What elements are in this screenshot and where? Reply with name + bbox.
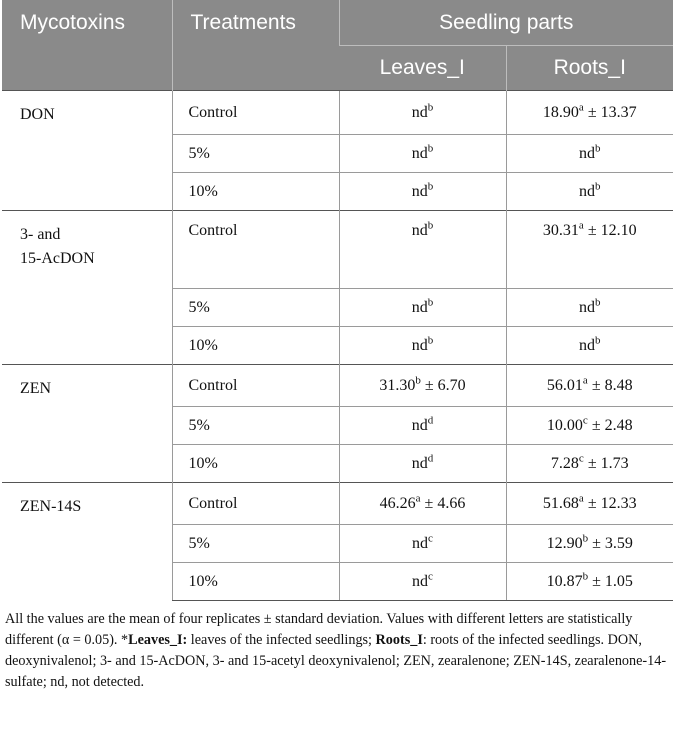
- mycotoxin-cell: [2, 211, 172, 365]
- table-row: [2, 91, 673, 135]
- treatment-cell: 5%: [172, 135, 339, 173]
- mycotoxin-cell: [2, 91, 172, 211]
- treatment-cell: 10%: [172, 563, 339, 601]
- treatment-cell: 10%: [172, 445, 339, 483]
- table-header: [2, 0, 673, 91]
- mycotoxin-cell: [2, 483, 172, 601]
- treatment-cell: 5%: [172, 525, 339, 563]
- treatment-cell: 10%: [172, 327, 339, 365]
- leaves-value: $nd^b$: [339, 327, 506, 365]
- leaves-value: $nd^b$: [339, 173, 506, 211]
- roots-value: 7.28$^c$ ± 1.73: [506, 445, 673, 483]
- table-row: [2, 483, 673, 525]
- header-leaves: Leaves_I: [339, 46, 506, 91]
- leaves-value: $nd^d$: [339, 445, 506, 483]
- table-footnote: All the values are the mean of four replicates ± standard deviation. Values with different letters are statistically different (α = 0.05). *Leaves_I: leaves of the infected seedlings; Roots_I: roots of the infected seedlings. DON, deoxynivalenol; 3- and 15-AcDON, 3- and 15-acetyl deoxynivalenol; ZEN, zearalenone; ZEN-14S, zearalenone-14-sulfate; nd, not detected.: [5, 611, 667, 690]
- roots-value: 10.87$^b$ ± 1.05: [506, 563, 673, 601]
- mycotoxin-cell: [2, 365, 172, 483]
- roots-value: $nd^b$: [506, 327, 673, 365]
- table-row: [2, 211, 673, 289]
- roots-value: 30.31$^a$ ± 12.10: [506, 211, 673, 289]
- roots-value: 12.90$^b$ ± 3.59: [506, 525, 673, 563]
- treatment-cell: 5%: [172, 407, 339, 445]
- leaves-value: 31.30$^b$ ± 6.70: [339, 365, 506, 407]
- leaves-value: $nd^d$: [339, 407, 506, 445]
- header-seedling-parts: Seedling parts: [339, 0, 673, 46]
- mycotoxin-name: ZEN-14S: [20, 498, 82, 515]
- mycotoxin-name: DON: [20, 106, 55, 123]
- mycotoxin-table: [2, 0, 673, 601]
- table-body: [2, 91, 673, 601]
- leaves-value: $nd^b$: [339, 91, 506, 135]
- treatment-cell: Control: [172, 365, 339, 407]
- header-roots: Roots_I: [506, 46, 673, 91]
- header-mycotoxins: Mycotoxins: [2, 0, 172, 91]
- treatment-cell: Control: [172, 211, 339, 289]
- treatment-cell: 10%: [172, 173, 339, 211]
- leaves-value: 46.26$^a$ ± 4.66: [339, 483, 506, 525]
- leaves-value: $nd^c$: [339, 525, 506, 563]
- leaves-value: $nd^c$: [339, 563, 506, 601]
- leaves-value: $nd^b$: [339, 289, 506, 327]
- mycotoxin-name: ZEN: [20, 380, 52, 397]
- header-treatments: Treatments: [172, 0, 339, 91]
- treatment-cell: 5%: [172, 289, 339, 327]
- leaves-value: $nd^b$: [339, 135, 506, 173]
- roots-value: $nd^b$: [506, 289, 673, 327]
- roots-value: 18.90$^a$ ± 13.37: [506, 91, 673, 135]
- roots-value: $nd^b$: [506, 135, 673, 173]
- treatment-cell: Control: [172, 91, 339, 135]
- mycotoxin-name-line1: 3- and: [20, 226, 61, 243]
- roots-value: 51.68$^a$ ± 12.33: [506, 483, 673, 525]
- treatment-cell: Control: [172, 483, 339, 525]
- table-row: [2, 365, 673, 407]
- mycotoxin-name-line2: 15-AcDON: [20, 250, 95, 267]
- leaves-value: $nd^b$: [339, 211, 506, 289]
- roots-value: 10.00$^c$ ± 2.48: [506, 407, 673, 445]
- roots-value: $nd^b$: [506, 173, 673, 211]
- roots-value: 56.01$^a$ ± 8.48: [506, 365, 673, 407]
